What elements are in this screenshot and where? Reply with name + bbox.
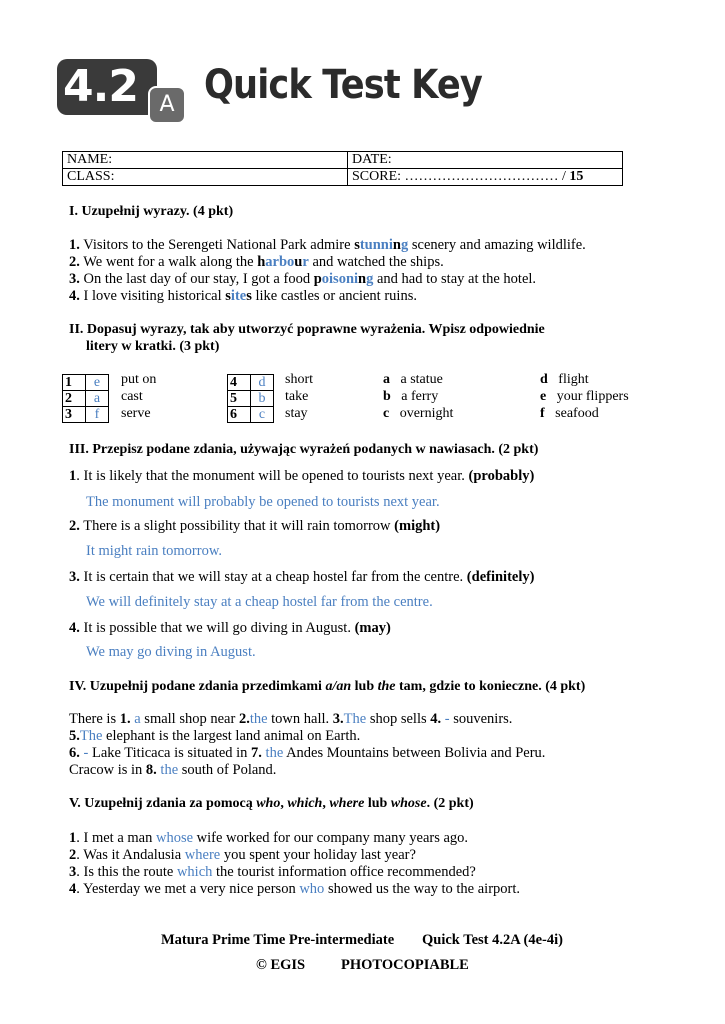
- section-3-item: 2. There is a slight possibility that it will rain tomorrow (might): [69, 518, 441, 534]
- section-1-item: 4. I love visiting historical sites like castles or ancient ruins.: [69, 288, 417, 304]
- score-total: 15: [569, 169, 584, 184]
- section-3-heading: III. Przepisz podane zdania, używając wyrażeń podanych w nawiasach. (2 pkt): [69, 442, 539, 457]
- section-4-text: There is 1. a small shop near 2.the town hall. 3.The shop sells 4. - souvenirs. 5.The elephant is the largest land animal on Earth. 6. - Lake Titicaca is situated in 7. the Andes Mountains between Bolivia and Peru. Cracow is in 8. the south of Poland.: [69, 711, 546, 778]
- section-5-heading: V. Uzupełnij zdania za pomocą who, which, where lub whose. (2 pkt): [69, 796, 474, 811]
- section-1-item: 3. On the last day of our stay, I got a food poisoning and had to stay at the hotel.: [69, 271, 537, 287]
- section-3-answer: The monument will probably be opened to tourists next year.: [86, 494, 440, 510]
- name-label: NAME:: [63, 152, 348, 169]
- test-variant-badge: A: [148, 86, 186, 124]
- section-3-answer: We will definitely stay at a cheap hostel far from the centre.: [86, 594, 433, 610]
- answer-box: c: [251, 407, 274, 423]
- footer-test-id: Quick Test 4.2A (4e-4i): [422, 932, 563, 948]
- test-number-badge: 4.2: [57, 59, 157, 115]
- answer-box: a: [86, 391, 109, 407]
- section-2-heading: II. Dopasuj wyrazy, tak aby utworzyć poprawne wyrażenia. Wpisz odpowiednie litery w kratki. (3 pkt): [69, 322, 545, 354]
- section-1-items: [69, 237, 586, 305]
- section-3-item: 1. It is likely that the monument will be opened to tourists next year. (probably): [69, 468, 535, 484]
- answer-box: e: [86, 375, 109, 391]
- answer-box: f: [86, 407, 109, 423]
- section-3-item: 3. It is certain that we will stay at a cheap hostel far from the centre. (definitely): [69, 569, 535, 585]
- match-words-left: put on cast serve: [121, 372, 157, 421]
- section-1-heading: I. Uzupełnij wyrazy. (4 pkt): [69, 204, 234, 219]
- section-3-answer: We may go diving in August.: [86, 644, 256, 660]
- answer-box: d: [251, 375, 274, 391]
- section-4-heading: IV. Uzupełnij podane zdania przedimkami a/an lub the tam, gdzie to konieczne. (4 pkt): [69, 679, 586, 694]
- match-options-abc: a a statue b a ferry c overnight: [383, 372, 454, 421]
- date-label: DATE:: [348, 152, 623, 169]
- match-words-middle: short take stay: [285, 372, 313, 421]
- footer-copyright: © EGIS: [256, 957, 306, 973]
- section-5-items: [69, 830, 520, 898]
- section-3-answer: It might rain tomorrow.: [86, 543, 222, 559]
- section-5-item: 3. Is this the route which the tourist information office recommended?: [69, 864, 476, 880]
- page-title: Quick Test Key: [204, 62, 482, 108]
- student-info-table: [62, 151, 623, 186]
- footer-photocopiable: PHOTOCOPIABLE: [341, 957, 469, 973]
- match-boxes-left: 1 e 2 a 3 f: [62, 374, 109, 423]
- answer-box: b: [251, 391, 274, 407]
- score-cell: [348, 169, 623, 186]
- class-label: CLASS:: [63, 169, 348, 186]
- match-boxes-middle: 4 d 5 b 6 c: [227, 374, 274, 423]
- section-5-item: 1. I met a man whose wife worked for our company many years ago.: [69, 830, 469, 846]
- footer-course: Matura Prime Time Pre-intermediate: [161, 932, 395, 948]
- section-1-item: 1. Visitors to the Serengeti National Park admire stunning scenery and amazing wildlife.: [69, 237, 586, 253]
- score-label: SCORE: …………………………… /: [352, 169, 566, 184]
- section-5-item: 4. Yesterday we met a very nice person who showed us the way to the airport.: [69, 881, 521, 897]
- section-5-item: 2. Was it Andalusia where you spent your holiday last year?: [69, 847, 416, 863]
- section-3-item: 4. It is possible that we will go diving in August. (may): [69, 620, 391, 636]
- match-options-def: d flight e your flippers f seafood: [540, 372, 629, 421]
- section-1-item: 2. We went for a walk along the harbour and watched the ships.: [69, 254, 444, 270]
